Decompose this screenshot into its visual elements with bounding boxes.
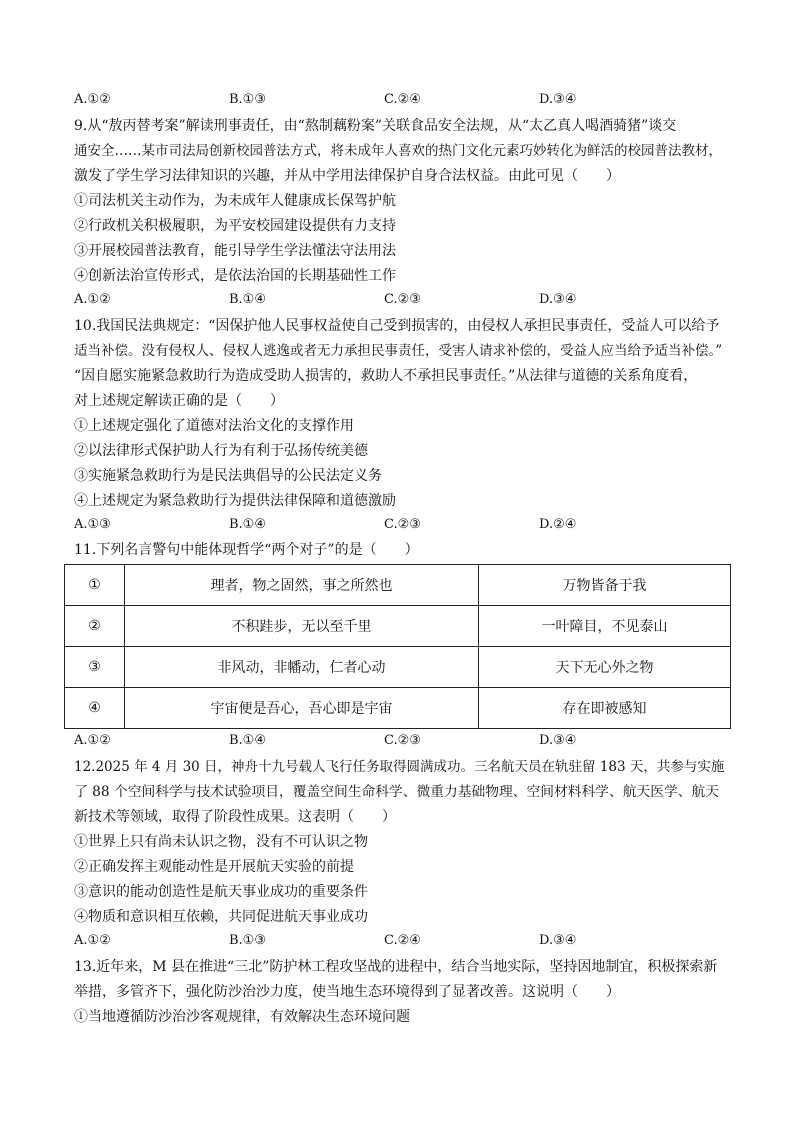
q10-option-a: A.①③	[74, 517, 111, 532]
q10-option-c: C.②③	[384, 517, 421, 532]
table-cell-right: 一叶障目，不见泰山	[479, 606, 731, 647]
q12-item-4: ④物质和意识相互依赖，共同促进航天事业成功	[74, 909, 368, 925]
table-cell-number: ③	[65, 647, 125, 688]
q11-option-a: A.①②	[74, 733, 111, 748]
q8-option-a: A.①②	[74, 92, 111, 107]
q8-option-d: D.③④	[539, 92, 577, 107]
q9-item-1: ①司法机关主动作为，为未成年人健康成长保驾护航	[74, 193, 396, 209]
q9-options	[74, 290, 724, 310]
table-cell-left: 宇宙便是吾心，吾心即是宇宙	[125, 688, 479, 729]
q8-option-c: C.②④	[384, 92, 421, 107]
q10-item-2: ②以法律形式保护助人行为有利于弘扬传统美德	[74, 443, 368, 459]
table-cell-right: 存在即被感知	[479, 688, 731, 729]
q12-stem-line-3: 新技术等领域，取得了阶段性成果。这表明（ ）	[74, 809, 396, 825]
table-row	[65, 606, 731, 647]
q10-stem-line-1: 10.我国民法典规定：“因保护他人民事权益使自己受到损害的，由侵权人承担民事责任，受益人可以给予	[74, 318, 720, 334]
table-row	[65, 565, 731, 606]
table-cell-right: 天下无心外之物	[479, 647, 731, 688]
q9-stem-line-2: 通安全……某市司法局创新校园普法方式，将未成年人喜欢的热门文化元素巧妙转化为鲜活的校园普法教材，	[74, 143, 722, 159]
table-cell-number: ②	[65, 606, 125, 647]
q10-item-1: ①上述规定强化了道德对法治文化的支撑作用	[74, 418, 354, 434]
q10-item-4: ④上述规定为紧急救助行为提供法律保障和道德激励	[74, 493, 396, 509]
q12-option-d: D.③④	[539, 933, 577, 948]
q11-options	[74, 731, 724, 751]
q12-stem-line-2: 了 88 个空间科学与技术试验项目，覆盖空间生命科学、微重力基础物理、空间材料科学、航天医学、航天	[74, 784, 719, 800]
q11-option-d: D.③④	[539, 733, 577, 748]
table-cell-left: 理者，物之固然，事之所然也	[125, 565, 479, 606]
q9-option-a: A.①②	[74, 292, 111, 307]
q12-option-b: B.①③	[229, 933, 266, 948]
table-row	[65, 688, 731, 729]
q10-stem-line-4: 对上述规定解读正确的是（ ）	[74, 393, 284, 409]
q10-stem-line-3: “因自愿实施紧急救助行为造成受助人损害的，救助人不承担民事责任。”从法律与道德的关系角度看，	[74, 368, 698, 384]
q12-item-1: ①世界上只有尚未认识之物，没有不可认识之物	[74, 834, 368, 850]
table-cell-right: 万物皆备于我	[479, 565, 731, 606]
q10-stem-line-2: 适当补偿。没有侵权人、侵权人逃逸或者无力承担民事责任，受害人请求补偿的，受益人应当给予适当补偿。”	[74, 343, 723, 359]
q12-stem-line-1: 12.2025 年 4 月 30 日，神舟十九号载人飞行任务取得圆满成功。三名航天员在轨驻留 183 天，共参与实施	[74, 759, 725, 775]
q9-item-4: ④创新法治宣传形式，是依法治国的长期基础性工作	[74, 268, 396, 284]
q9-item-3: ③开展校园普法教育，能引导学生学法懂法守法用法	[74, 243, 396, 259]
q13-stem-line-1: 13.近年来，M 县在推进“三北”防护林工程攻坚战的进程中，结合当地实际，坚持因地制宜，积极探索新	[74, 959, 718, 975]
q9-option-b: B.①④	[229, 292, 266, 307]
q9-stem-line-1: 9.从“敖丙替考案”解读刑事责任，由“熬制藕粉案”关联食品安全法规，从“太乙真人喝酒骑猪”谈交	[74, 118, 677, 134]
q10-option-b: B.①④	[229, 517, 266, 532]
q9-stem-line-3: 激发了学生学习法律知识的兴趣，并从中学用法律保护自身合法权益。由此可见（ ）	[74, 168, 620, 184]
q12-options	[74, 931, 724, 951]
table-cell-left: 非风动，非幡动，仁者心动	[125, 647, 479, 688]
q9-item-2: ②行政机关积极履职，为平安校园建设提供有力支持	[74, 218, 396, 234]
q10-options	[74, 515, 724, 535]
q9-option-c: C.②③	[384, 292, 421, 307]
table-cell-number: ④	[65, 688, 125, 729]
q12-item-2: ②正确发挥主观能动性是开展航天实验的前提	[74, 859, 354, 875]
q10-item-3: ③实施紧急救助行为是民法典倡导的公民法定义务	[74, 468, 382, 484]
q9-option-d: D.③④	[539, 292, 577, 307]
q8-options	[74, 90, 724, 110]
table-row	[65, 647, 731, 688]
q11-option-b: B.①④	[229, 733, 266, 748]
q11-option-c: C.②③	[384, 733, 421, 748]
q11-table	[64, 564, 731, 729]
q13-item-1: ①当地遵循防沙治沙客观规律，有效解决生态环境问题	[74, 1009, 410, 1025]
table-cell-number: ①	[65, 565, 125, 606]
q12-item-3: ③意识的能动创造性是航天事业成功的重要条件	[74, 884, 368, 900]
q8-option-b: B.①③	[229, 92, 266, 107]
q12-option-a: A.①②	[74, 933, 111, 948]
q13-stem-line-2: 举措，多管齐下，强化防沙治沙力度，使当地生态环境得到了显著改善。这说明（ ）	[74, 984, 620, 1000]
table-cell-left: 不积跬步，无以至千里	[125, 606, 479, 647]
q11-stem: 11.下列名言警句中能体现哲学“两个对子”的是（ ）	[74, 542, 419, 558]
q10-option-d: D.②④	[539, 517, 577, 532]
q12-option-c: C.②④	[384, 933, 421, 948]
